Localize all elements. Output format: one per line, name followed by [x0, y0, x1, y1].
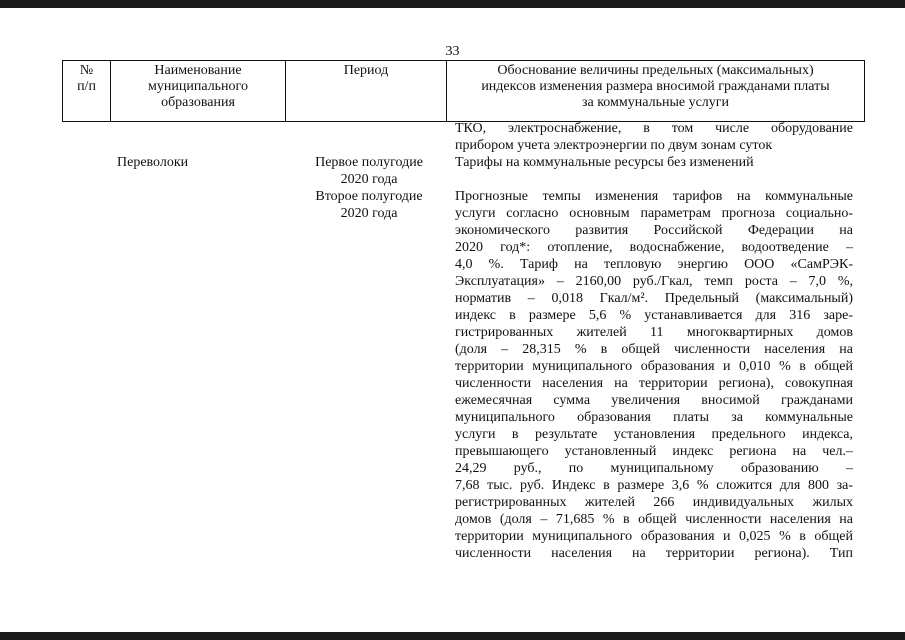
text-line: территории муниципального образования и 0,025 % в общей	[455, 529, 853, 544]
basis-first-half	[455, 154, 853, 171]
header-col-period-line: Период	[343, 63, 389, 78]
text-line: территории муниципального образования и 0,010 % в общей	[455, 359, 853, 374]
table-header	[62, 60, 865, 122]
header-col-name	[111, 61, 286, 121]
period-line: Первое полугодие	[315, 155, 423, 170]
text-line: 2020 год*: отопление, водоснабжение, водоотведение –	[455, 240, 853, 255]
text-line: численности населения на территории региона). Тип	[455, 546, 853, 561]
text-line: домов (доля – 71,685 % в общей численности населения на	[455, 512, 853, 527]
text-line: Прогнозные темпы изменения тарифов на коммунальные	[455, 189, 853, 204]
header-col-number-line: п/п	[77, 79, 96, 94]
text-line: услуги согласно основным параметрам прогноза социально-	[455, 206, 853, 221]
period-line: 2020 года	[340, 172, 398, 187]
text-line: индекс в размере 5,6 % устанавливается для 316 заре-	[455, 308, 853, 323]
header-col-basis-line: Обоснование величины предельных (максимальных)	[497, 63, 814, 78]
period-second-half	[304, 188, 434, 222]
header-col-basis-line: за коммунальные услуги	[581, 95, 730, 110]
period-line: Второе полугодие	[315, 189, 423, 204]
text-line: численности населения на территории региона), совокупная	[455, 376, 853, 391]
text-line: Тарифы на коммунальные ресурсы без изменений	[455, 155, 754, 170]
text-line: норматив – 0,018 Гкал/м². Предельный (максимальный)	[455, 291, 853, 306]
text-line: превышающего установленный индекс региона на чел.–	[455, 444, 853, 459]
text-line: Эксплуатация» – 2160,00 руб./Гкал, темп роста – 7,0 %,	[455, 274, 853, 289]
text-line: услуги в результате установления предельного индекса,	[455, 427, 853, 442]
header-col-basis-line: индексов изменения размера вносимой гражданами платы	[481, 79, 830, 94]
text-line: экономического развития Российской Федерации на	[455, 223, 853, 238]
period-first-half	[304, 154, 434, 188]
municipality-name: Переволоки	[117, 155, 189, 170]
text-line: регистрированных жителей 266 индивидуальных жилых	[455, 495, 853, 510]
page-number: 33	[445, 44, 460, 59]
text-line: 4,0 %. Тариф на тепловую энергию ООО «СамРЭК-	[455, 257, 853, 272]
text-line: 7,68 тыс. руб. Индекс в размере 3,6 % сложится для 800 за-	[455, 478, 853, 493]
header-col-name-line: муниципального	[148, 79, 248, 94]
header-col-basis	[447, 61, 865, 121]
text-line: прибором учета электроэнергии по двум зонам суток	[455, 138, 773, 153]
text-line: муниципального образования платы за коммунальные	[455, 410, 853, 425]
text-line: 24,29 руб., по муниципальному образованию –	[455, 461, 853, 476]
scan-border-bottom	[0, 632, 905, 640]
header-col-period	[286, 61, 447, 121]
header-col-number-line: №	[79, 63, 94, 78]
header-col-number	[63, 61, 111, 121]
text-line: (доля – 28,315 % в общей численности населения на	[455, 342, 853, 357]
continuation-text	[455, 120, 853, 154]
header-col-name-line: Наименование	[154, 63, 242, 78]
text-line: ТКО, электроснабжение, в том числе оборудование	[455, 121, 853, 136]
period-line: 2020 года	[340, 206, 398, 221]
text-line: ежемесячная сумма увеличения вносимой гражданами	[455, 393, 853, 408]
basis-second-half	[455, 188, 853, 562]
header-col-name-line: образования	[161, 95, 235, 110]
text-line: гистрированных жителей 11 многоквартирных домов	[455, 325, 853, 340]
scan-border-top	[0, 0, 905, 8]
